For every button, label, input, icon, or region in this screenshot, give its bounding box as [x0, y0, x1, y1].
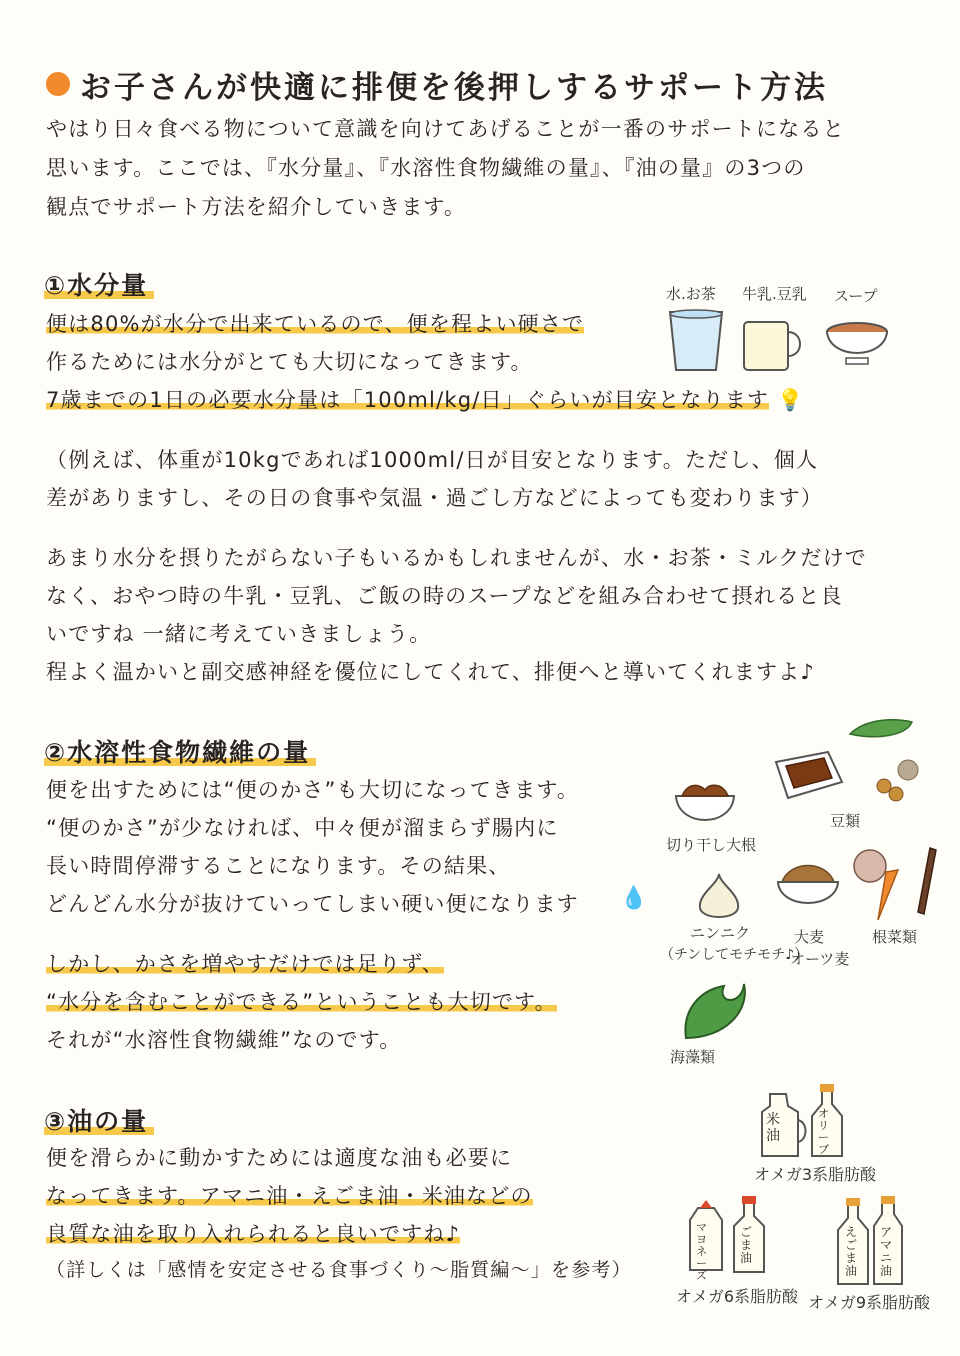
food-label-kaiso: 海藻類 [670, 1048, 716, 1066]
garlic-icon [694, 872, 744, 922]
food-label-ninniku: ニンニク [690, 924, 751, 942]
intro-line-2: 思います。ここでは、『水分量』、『水溶性食物繊維の量』、『油の量』の3つの [46, 156, 806, 180]
s3-line-1: 便を滑らかに動かすためには適度な油も必要に [46, 1146, 513, 1170]
section1-heading: ①水分量 [44, 266, 154, 302]
natto-pack-icon [772, 748, 846, 806]
lightbulb-icon: 💡 [777, 388, 805, 412]
barley-bowl-icon [776, 856, 840, 918]
s1-line-3-hl: 7歳までの1日の必要水分量は「100ml/kg/日」ぐらいが目安となります [46, 388, 770, 412]
s2-line-2: “便のかさ”が少なければ、中々便が溜まらず腸内に [46, 816, 559, 840]
s2-line-3: 長い時間停滞することになります。その結果、 [46, 854, 511, 878]
oil-label-egoma: えごま油 [845, 1225, 858, 1278]
food-label-ninniku-note: （チンしてモチモチ♪） [660, 947, 809, 963]
s3-line-4: （詳しくは「感情を安定させる食事づくり〜脂質編〜」を参考） [46, 1259, 632, 1281]
s1-body-4: 程よく温かいと副交感神経を優位にしてくれて、排便へと導いてくれますよ♪ [46, 660, 815, 684]
food-label-oomugi: 大麦 [794, 928, 825, 946]
title-bullet [46, 72, 70, 96]
food-label-konsai: 根菜類 [872, 928, 918, 946]
s2-line2-3: それが“水溶性食物繊維”なのです。 [46, 1028, 402, 1052]
edamame-icon [846, 716, 916, 742]
s1-line-2: 作るためには水分がとても大切になってきます。 [46, 350, 533, 374]
food-label-mame: 豆類 [830, 812, 861, 830]
drink-label-soup: スープ [834, 287, 878, 305]
s2-line2-1-hl: しかし、かさを増やすだけでは足りず、 [46, 952, 444, 976]
food-label-kiriboshi: 切り干し大根 [666, 836, 757, 854]
s2-line-1: 便を出すためには“便のかさ”も大切になってきます。 [46, 778, 580, 802]
s1-note-2: 差がありますし、その日の食事や気温・過ごし方などによっても変わります） [46, 486, 823, 510]
page-title: お子さんが快適に排便を後押しするサポート方法 [80, 70, 828, 106]
oil-label-goma: ごま油 [740, 1225, 753, 1265]
oil-label-amani: アマニ油 [880, 1225, 893, 1278]
intro-line-1: やはり日々食べる物について意識を向けてあげることが一番のサポートになると [46, 117, 845, 141]
beans-icon [872, 756, 922, 802]
s1-body-3: いですね 一緒に考えていきましょう。 [46, 622, 432, 646]
root-vegetables-icon [850, 846, 944, 922]
section3-heading: ③油の量 [44, 1102, 154, 1138]
omega6-label: オメガ6系脂肪酸 [676, 1287, 799, 1306]
s2-line2-2-hl: “水分を含むことができる”ということも大切です。 [46, 990, 557, 1014]
water-glass-icon [668, 308, 724, 372]
milk-mug-icon [742, 318, 806, 372]
food-label-oats: オーツ麦 [790, 950, 850, 968]
section2-heading: ②水溶性食物繊維の量 [44, 733, 316, 769]
drink-label-water: 水.お茶 [666, 285, 716, 303]
seaweed-icon [680, 980, 750, 1044]
s3-line-3-hl: 良質な油を取り入れられると良いですね♪ [46, 1222, 461, 1246]
oil-label-mayo: マヨネーズ [696, 1221, 707, 1282]
s1-line-1-hl: 便は80%が水分で出来ているので、便を程よい硬さで [46, 312, 585, 336]
s1-note-1: （例えば、体重が10kgであれば1000ml/日が目安となります。ただし、個人 [46, 448, 819, 472]
s1-body-2: なく、おやつ時の牛乳・豆乳、ご飯の時のスープなどを組み合わせて摂れると良 [46, 584, 843, 608]
intro-line-3: 観点でサポート方法を紹介していきます。 [46, 195, 467, 219]
s2-line-4: どんどん水分が抜けていってしまい硬い便になります [46, 892, 579, 916]
oil-label-olive: オリーブ [818, 1107, 829, 1156]
kiriboshi-daikon-icon [672, 780, 738, 832]
s3-line-2-hl: なってきます。アマニ油・えごま油・米油などの [46, 1184, 533, 1208]
soup-bowl-icon [824, 320, 890, 370]
drink-label-milk: 牛乳.豆乳 [742, 285, 807, 303]
omega3-label: オメガ3系脂肪酸 [754, 1165, 877, 1184]
droplets-icon: 💧 [620, 886, 648, 911]
omega9-label: オメガ9系脂肪酸 [808, 1293, 931, 1312]
s1-body-1: あまり水分を摂りたがらない子もいるかもしれませんが、水・お茶・ミルクだけで [46, 546, 867, 570]
oil-label-kome: 米油 [766, 1112, 780, 1144]
